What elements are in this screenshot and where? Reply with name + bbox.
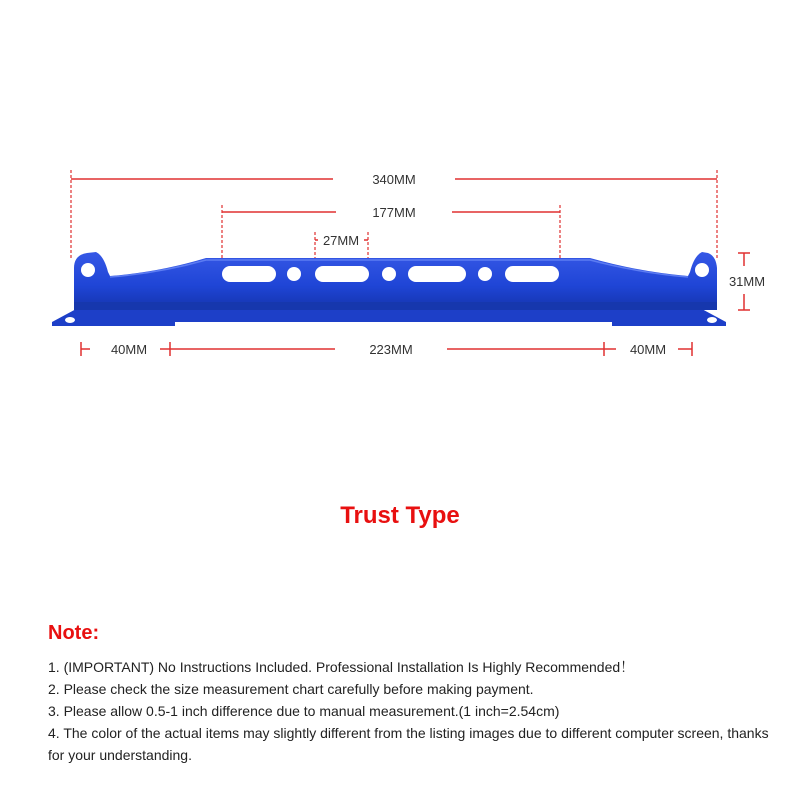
hole-2 [382, 267, 396, 281]
left-foot-hole [65, 317, 75, 323]
right-foot-label: 40MM [629, 342, 667, 357]
hole-span-label: 177MM [372, 205, 416, 220]
right-mount-hole [695, 263, 709, 277]
left-mount-hole [81, 263, 95, 277]
slot-length-label: 27MM [322, 233, 360, 248]
hole-3 [478, 267, 492, 281]
left-foot-label: 40MM [110, 342, 148, 357]
slot-1 [222, 266, 276, 282]
right-foot-hole [707, 317, 717, 323]
type-title: Trust Type [340, 502, 460, 529]
note-heading: Note: [48, 622, 100, 644]
overall-length-label: 340MM [372, 172, 416, 187]
note-item-4: 4. The color of the actual items may slightly different from the listing images due to different computer screen, thanks for your understanding. [48, 725, 769, 763]
slot-3 [408, 266, 466, 282]
bracket-part [52, 252, 726, 326]
note-item-1: 1. (IMPORTANT) No Instructions Included. Professional Installation Is Highly Recommended！ [48, 659, 635, 675]
note-item-3: 3. Please allow 0.5-1 inch difference due to manual measurement.(1 inch=2.54cm) [48, 703, 560, 719]
slot-2 [315, 266, 369, 282]
note-item-2: 2. Please check the size measurement chart carefully before making payment. [48, 681, 534, 697]
slot-4 [505, 266, 559, 282]
bracket-lower-edge [74, 302, 717, 310]
height-label: 31MM [728, 274, 766, 289]
bracket-flange [52, 308, 726, 326]
center-span-label: 223MM [369, 342, 413, 357]
note-list [48, 656, 778, 766]
hole-1 [287, 267, 301, 281]
